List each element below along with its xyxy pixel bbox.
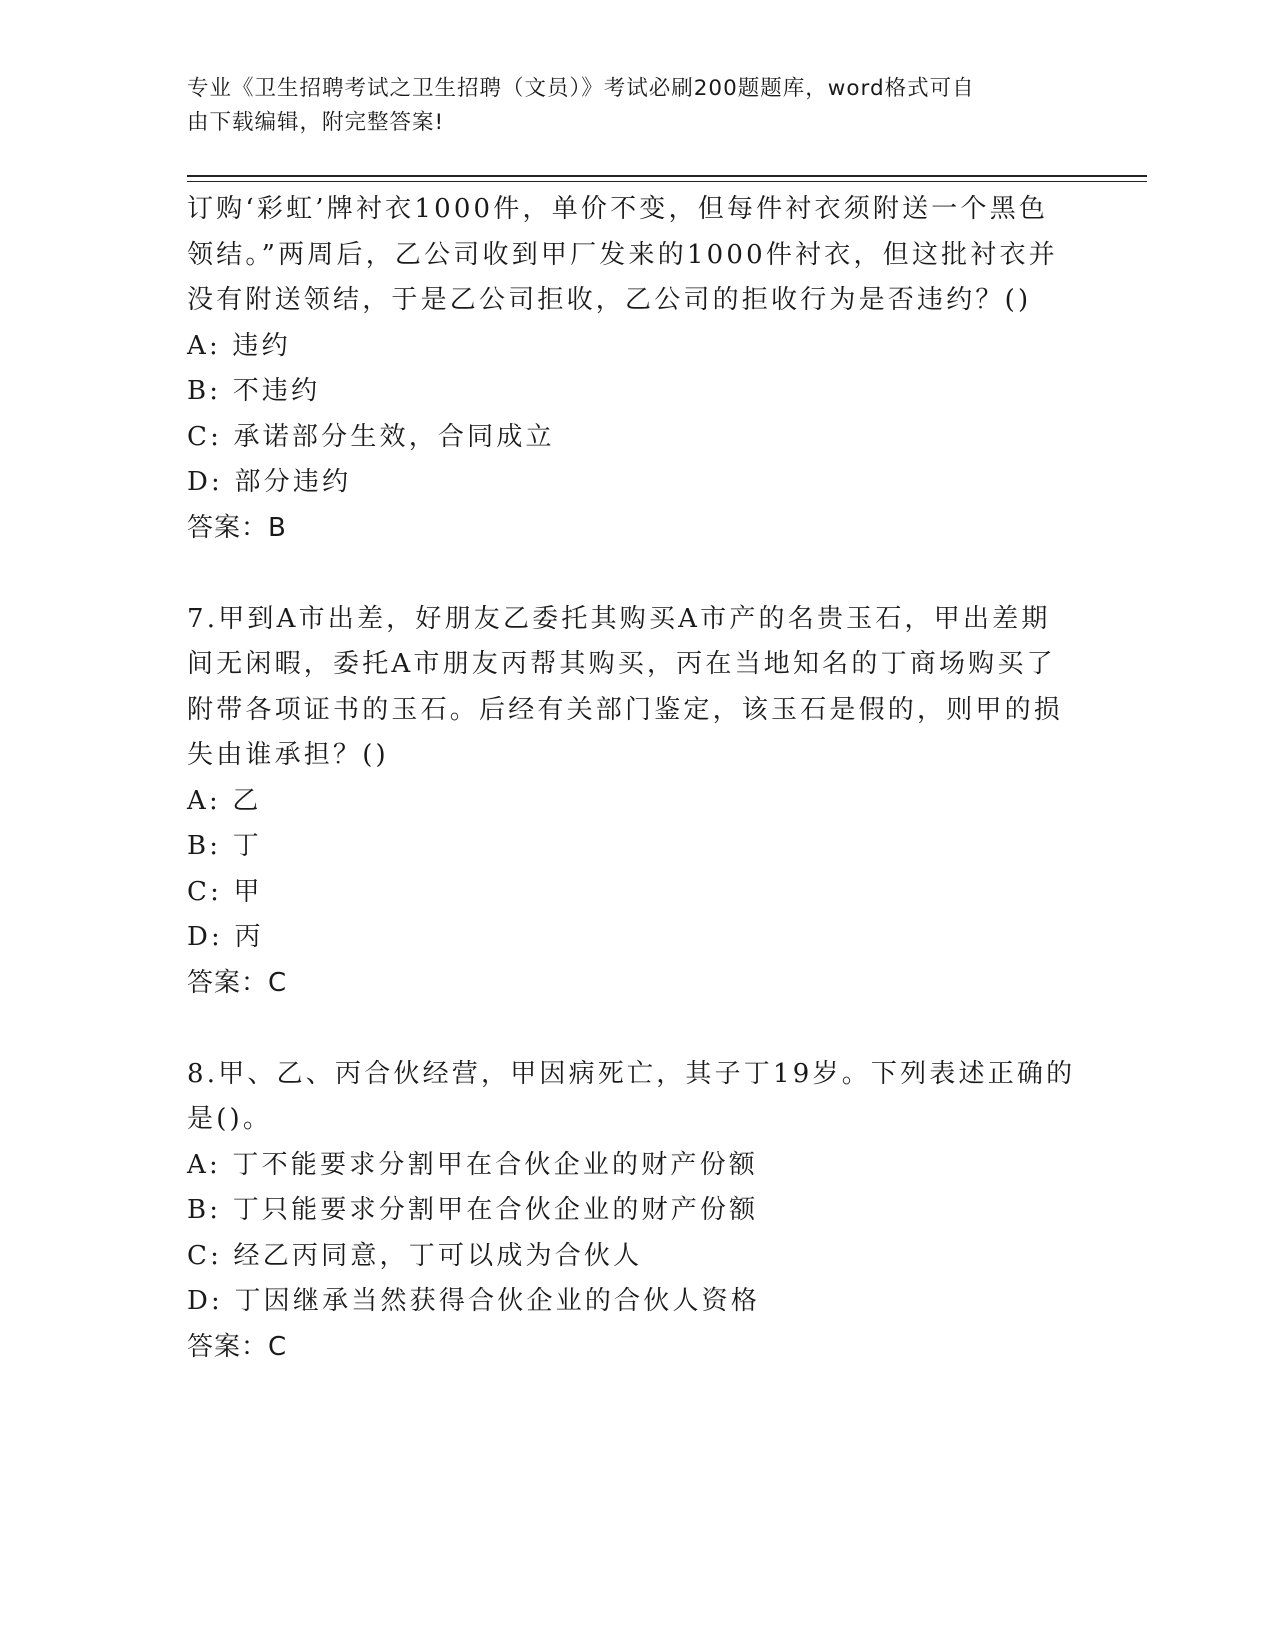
question-text-line: 失由谁承担？() [187, 740, 389, 770]
question-text-line: 订购‘彩虹’牌衬衣1000件，单价不变，但每件衬衣须附送一个黑色 [187, 194, 1049, 224]
header-divider-thin [187, 181, 1147, 182]
answer-line: 答案：B [187, 512, 287, 543]
option-b: B: 不违约 [187, 376, 321, 406]
header-line-2: 由下载编辑，附完整答案! [187, 110, 445, 135]
header-line-1: 专业《卫生招聘考试之卫生招聘（文员）》考试必刷200题题库，word格式可自 [187, 76, 975, 101]
question-spacer [187, 551, 1087, 597]
option-b: B: 丁只能要求分割甲在合伙企业的财产份额 [187, 1195, 759, 1225]
question-text-line: 是()。 [187, 1104, 273, 1134]
option-c: C: 经乙丙同意，丁可以成为合伙人 [187, 1240, 643, 1271]
question-block [187, 187, 1087, 551]
option-a: A: 乙 [187, 785, 262, 816]
option-d: D: 丁因继承当然获得合伙企业的合伙人资格 [187, 1286, 761, 1316]
answer-line: 答案：C [187, 967, 288, 998]
question-text-line: 8.甲、乙、丙合伙经营，甲因病死亡，其子丁19岁。下列表述正确的 [187, 1058, 1076, 1089]
question-text-line: 没有附送领结，于是乙公司拒收，乙公司的拒收行为是否违约？() [187, 285, 1032, 315]
question-block [187, 1052, 1087, 1371]
option-d: D: 丙 [187, 922, 264, 952]
option-b: B: 丁 [187, 831, 262, 861]
document-header [187, 72, 1067, 140]
question-spacer [187, 1006, 1087, 1052]
option-c: C: 甲 [187, 876, 263, 907]
question-list [187, 187, 1087, 1370]
header-divider-thick [187, 175, 1147, 177]
question-block [187, 597, 1087, 1007]
option-d: D: 部分违约 [187, 467, 352, 497]
option-c: C: 承诺部分生效，合同成立 [187, 421, 555, 452]
question-text-line: 附带各项证书的玉石。后经有关部门鉴定，该玉石是假的，则甲的损 [187, 694, 1064, 725]
question-text-line: 间无闲暇，委托A市朋友丙帮其购买，丙在当地知名的丁商场购买了 [187, 649, 1056, 679]
option-a: A: 丁不能要求分割甲在合伙企业的财产份额 [187, 1149, 759, 1180]
question-text-line: 7.甲到A市出差，好朋友乙委托其购买A市产的名贵玉石，甲出差期 [187, 603, 1051, 634]
question-text-line: 领结。”两周后，乙公司收到甲厂发来的1000件衬衣，但这批衬衣并 [187, 239, 1058, 270]
answer-line: 答案：C [187, 1331, 288, 1362]
option-a: A: 违约 [187, 330, 291, 361]
